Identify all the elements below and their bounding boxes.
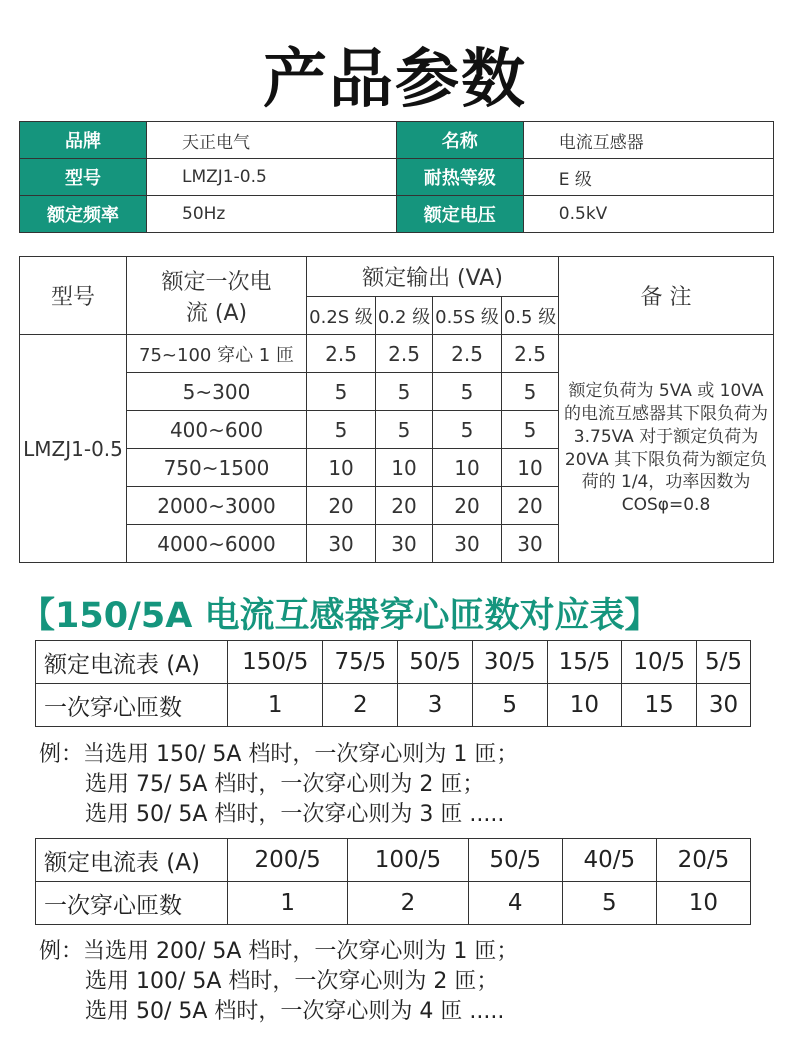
turns-cell: 30 (697, 684, 751, 727)
spec-key: 额定频率 (20, 196, 147, 233)
param-table (19, 256, 774, 563)
value-cell: 10 (376, 449, 433, 487)
ratio-cell: 40/5 (562, 839, 656, 882)
grade-cell: 0.5 级 (502, 297, 559, 335)
example-line: 选用 50/ 5A 档时，一次穿心则为 3 匝 ..... (85, 802, 505, 827)
turns-table-150 (35, 640, 751, 727)
spec-table (19, 121, 774, 233)
header-note: 备 注 (559, 257, 774, 335)
value-cell: 5 (307, 373, 376, 411)
spec-key: 耐热等级 (396, 159, 523, 196)
section-title: 【150/5A 电流互感器穿心匝数对应表】 (20, 596, 660, 636)
spec-key: 品牌 (20, 122, 147, 159)
spec-key: 额定电压 (396, 196, 523, 233)
model-cell: LMZJ1-0.5 (20, 335, 127, 563)
header-model: 型号 (20, 257, 127, 335)
current-cell: 4000~6000 (127, 525, 307, 563)
spec-key: 名称 (396, 122, 523, 159)
spec-value: E 级 (523, 159, 773, 196)
turns-cell: 10 (656, 882, 750, 925)
example-line: 例：当选用 150/ 5A 档时，一次穿心则为 1 匝； (39, 742, 519, 767)
value-cell: 20 (307, 487, 376, 525)
value-cell: 30 (502, 525, 559, 563)
param-header-row (20, 257, 774, 297)
turns-cell: 4 (468, 882, 562, 925)
turns-label: 一次穿心匝数 (36, 684, 228, 727)
value-cell: 5 (432, 411, 501, 449)
example-text-2 (39, 937, 518, 1027)
grade-cell: 0.2 级 (376, 297, 433, 335)
example-line: 选用 75/ 5A 档时，一次穿心则为 2 匝； (85, 772, 485, 797)
value-cell: 5 (307, 411, 376, 449)
spec-value: LMZJ1-0.5 (147, 159, 397, 196)
value-cell: 30 (432, 525, 501, 563)
value-cell: 20 (432, 487, 501, 525)
value-cell: 2.5 (376, 335, 433, 373)
value-cell: 5 (376, 411, 433, 449)
value-cell: 30 (376, 525, 433, 563)
turns-cell: 1 (228, 882, 348, 925)
value-cell: 5 (432, 373, 501, 411)
turns-table-200 (35, 838, 751, 925)
ratio-cell: 5/5 (697, 641, 751, 684)
spec-value: 天正电气 (147, 122, 397, 159)
ratio-cell: 50/5 (398, 641, 473, 684)
value-cell: 2.5 (502, 335, 559, 373)
spec-row (20, 122, 774, 159)
value-cell: 30 (307, 525, 376, 563)
value-cell: 10 (502, 449, 559, 487)
value-cell: 5 (502, 411, 559, 449)
spec-row (20, 196, 774, 233)
turns-cell: 2 (323, 684, 398, 727)
spec-value: 50Hz (147, 196, 397, 233)
turns-row (36, 882, 751, 925)
spec-value: 电流互感器 (523, 122, 773, 159)
ratio-cell: 75/5 (323, 641, 398, 684)
ratio-cell: 100/5 (348, 839, 468, 882)
turns-cell: 5 (562, 882, 656, 925)
ratio-cell: 10/5 (622, 641, 697, 684)
ratio-cell: 200/5 (228, 839, 348, 882)
ratio-cell: 20/5 (656, 839, 750, 882)
turns-label: 一次穿心匝数 (36, 882, 228, 925)
turns-cell: 5 (472, 684, 547, 727)
spec-key: 型号 (20, 159, 147, 196)
current-cell: 400~600 (127, 411, 307, 449)
ratio-cell: 30/5 (472, 641, 547, 684)
ratio-label: 额定电流表 (A) (36, 641, 228, 684)
value-cell: 20 (502, 487, 559, 525)
value-cell: 2.5 (432, 335, 501, 373)
turns-cell: 1 (228, 684, 323, 727)
value-cell: 10 (307, 449, 376, 487)
current-cell: 5~300 (127, 373, 307, 411)
ratio-row (36, 839, 751, 882)
value-cell: 2.5 (307, 335, 376, 373)
ratio-cell: 15/5 (547, 641, 622, 684)
header-output: 额定输出 (VA) (307, 257, 559, 297)
example-line: 选用 100/ 5A 档时，一次穿心则为 2 匝； (85, 969, 499, 994)
grade-cell: 0.5S 级 (432, 297, 501, 335)
note-cell: 额定负荷为 5VA 或 10VA 的电流互感器其下限负荷为 3.75VA 对于额定负荷为 20VA 其下限负荷为额定负荷的 1/4，功率因数为 COSφ=0.8 (559, 335, 774, 563)
spec-row (20, 159, 774, 196)
param-row (20, 335, 774, 373)
grade-cell: 0.2S 级 (307, 297, 376, 335)
page-title: 产品参数 (263, 43, 527, 117)
ratio-cell: 150/5 (228, 641, 323, 684)
value-cell: 5 (502, 373, 559, 411)
ratio-cell: 50/5 (468, 839, 562, 882)
current-cell: 750~1500 (127, 449, 307, 487)
example-line: 选用 50/ 5A 档时，一次穿心则为 4 匝 ..... (85, 999, 505, 1024)
value-cell: 5 (376, 373, 433, 411)
value-cell: 10 (432, 449, 501, 487)
turns-row (36, 684, 751, 727)
current-cell: 75~100 穿心 1 匝 (127, 335, 307, 373)
example-text-1 (39, 740, 518, 830)
turns-cell: 15 (622, 684, 697, 727)
current-cell: 2000~3000 (127, 487, 307, 525)
example-line: 例：当选用 200/ 5A 档时，一次穿心则为 1 匝； (39, 939, 519, 964)
spec-value: 0.5kV (523, 196, 773, 233)
ratio-row (36, 641, 751, 684)
turns-cell: 2 (348, 882, 468, 925)
turns-cell: 10 (547, 684, 622, 727)
value-cell: 20 (376, 487, 433, 525)
turns-cell: 3 (398, 684, 473, 727)
header-current: 额定一次电流 (A) (127, 257, 307, 335)
ratio-label: 额定电流表 (A) (36, 839, 228, 882)
